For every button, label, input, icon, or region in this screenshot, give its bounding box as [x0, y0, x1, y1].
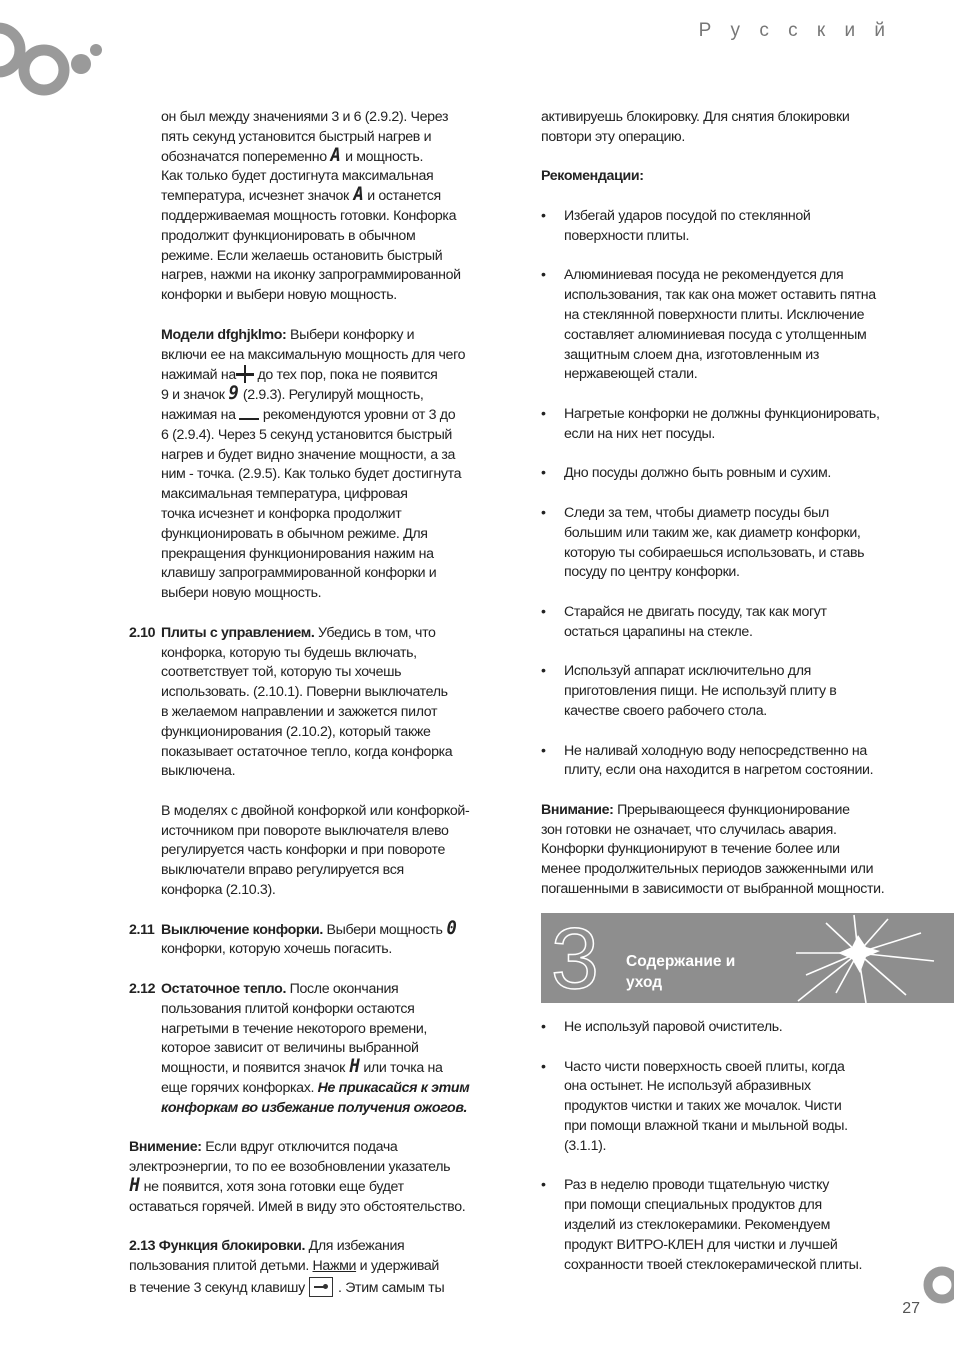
- symbol-nine-icon: 9: [228, 382, 239, 405]
- brand-logo-icon: [0, 20, 110, 110]
- list-item: • Используй аппарат исключительно для приготовления пищи. Не используй плиту в качестве своего рабочего стола.: [541, 663, 837, 719]
- list-item: • Дно посуды должно быть ровным и сухим.: [541, 465, 831, 482]
- section-2-11: 2.11 Выключение конфорки. Выбери мощность 0 конфорки, которую хочешь погасить.: [129, 916, 457, 958]
- care-list: [541, 1018, 941, 1275]
- left-column: [129, 108, 509, 1299]
- paragraph-models: Модели dfghjklmo: Выбери конфорку и включи ее на максимальную мощность для чего нажимай на до тех пор, пока не появится 9 и значок 9 (2.9.3). Регулируй мощность, нажимая на рекомендуются уровни от 3 до 6 (2.9.4). Через 5 секунд установится быстрый нагрев и будет видно значение мощности, а за ним - точка. (2.9.5). Как только будет достигнута максимальная температура, цифровая точка исчезнет и конфорка продолжит функционировать в обычном режиме. Для прекращения функционирования нажим на клавишу запрограммированной конфорки и выбери новую мощность.: [161, 326, 466, 602]
- recommendations-title: Рекомендации:: [541, 168, 644, 185]
- section-title: Содержание и уход: [626, 953, 736, 991]
- section-2-13: 2.13 Функция блокировки. Для избежания пользования плитой детьми. Нажми и удерживай в течение 3 секунд клавишу . Этим самым ты: [129, 1238, 445, 1297]
- lock-key-icon: [309, 1277, 333, 1297]
- page-number: 27: [902, 1300, 920, 1317]
- right-column: активируешь блокировку. Для снятия блокировки повтори эту операцию. Рекомендации: • Избегай ударов посудой по стеклянной поверхности плиты. • Алюминиевая посуда не рекомендуется для использования, так как она может оставить пятна на стеклянной поверхности плиты. Исключение составляет алюминиевая посуда с утолщенным защитным слоем дна, изготовленным из нержавеющей стали. • Нагретые конфорки не должны функционировать, если на них нет посуды. • Дно посуды должно быть ровным и сухим. • Следи за тем, чтобы диаметр посуды был большим или таким же, как диаметр конфорки, которую ты собираешься использовать, и ставь посуду по центру конфорки. • Старайся не двигать посуду, так как могут остаться царапины на стекле. • Используй аппарат исключительно для приготовления пищи. Не используй плиту в качестве своего рабочего стола. • Не наливай холодную воду непосредственно на плиту, если она находится в нагретом состоянии. Внимание: Прерывающееся функционирование зон готовки не означает, что случилась авария. Конфорки функционируют в течение более или менее продолжительных периодов зажженными или погашенными в зависимости от выбранной мощности.: [541, 108, 941, 900]
- list-item: • Нагретые конфорки не должны функционировать, если на них нет посуды.: [541, 405, 880, 442]
- list-item: • Алюминиевая посуда не рекомендуется для использования, так как она может оставить пятна на стеклянной поверхности плиты. Исключение составляет алюминиевая посуда с утолщенным защитным слоем дна, изготовленным из нержавеющей стали.: [541, 267, 876, 383]
- symbol-h-icon: H: [349, 1055, 360, 1078]
- sparkle-icon: [796, 913, 936, 1003]
- list-item: • Не используй паровой очиститель.: [541, 1019, 783, 1035]
- warning-intermittent: Внимание: Прерывающееся функционирование зон готовки не означает, что случилась авария. Конфорки функционируют в течение более или менее продолжительных периодов зажженными или погашенными в зависимости от выбранной мощности.: [541, 801, 885, 898]
- section-number: 3: [551, 911, 599, 1007]
- section-2-10: 2.10 Плиты с управлением. Убедись в том, что конфорка, которую ты будешь включать, соответствует той, которую ты хочешь использовать. (2.10.1). Поверни выключатель в желаемом направлении и зажжется пилот функционирования (2.10.2), который также показывает остаточное тепло, когда конфорка выключена. В моделях с двойной конфоркой или конфоркой- источником при повороте выключателя влево регулируется часть конфорки и при повороте выключатели вправо регулируется вся конфорка (2.10.3).: [129, 624, 470, 899]
- language-label: Р у с с к и й: [698, 20, 892, 41]
- symbol-a-icon: A: [330, 143, 341, 166]
- minus-key-icon: [239, 407, 259, 421]
- section-2-12: 2.12 Остаточное тепло. После окончания пользования плитой конфорки остаются нагретыми в течение некоторого времени, которое зависит от величины выбранной мощности, и появится значок H или точка на еще горячих конфорках. Не прикасайся к этим конфоркам во избежание получения ожогов.: [129, 981, 470, 1116]
- list-item: • Раз в неделю проводи тщательную чистку при помощи специальных продуктов для изделий из стеклокерамики. Рекомендуем продукт ВИТРО-КЛЕН для чистки и лучшей сохранности твоей стеклокерамической плиты.: [541, 1177, 863, 1273]
- section-3-banner: [541, 911, 954, 1007]
- paragraph-quick-heat: он был между значениями 3 и 6 (2.9.2). Через пять секунд установится быстрый нагрев и обозначатся попеременно A и мощность. Как только будет достигнута максимальная температура, исчезнет значок A и останется поддерживаемая мощность готовки. Конфорка продолжит функционировать в обычном режиме. Если желаешь остановить быстрый нагрев, нажми на иконку запрограммированной конфорки и выбери новую мощность.: [161, 109, 461, 304]
- plus-key-icon: [236, 365, 254, 383]
- list-item: • Избегай ударов посудой по стеклянной поверхности плиты.: [541, 207, 811, 244]
- list-item: • Следи за тем, чтобы диаметр посуды был большим или таким же, как диаметр конфорки, которую ты собираешься использовать, и ставь посуду по центру конфорки.: [541, 504, 865, 581]
- list-item: • Часто чисти поверхность своей плиты, когда она остынет. Не используй абразивных продуктов чистки и таких же мочалок. Чисти при помощи влажной ткани и мыльной воды. (3.1.1).: [541, 1058, 848, 1154]
- warning-power-loss: Внимение: Если вдруг отключится подача электроэнергии, то по ее возобновлении указатель H не появится, хотя зона готовки еще будет оставаться горячей. Имей в виду это обстоятельство.: [129, 1139, 466, 1215]
- symbol-zero-icon: 0: [446, 916, 457, 939]
- list-item: • Не наливай холодную воду непосредственно на плиту, если она находится в нагретом состоянии.: [541, 742, 874, 779]
- list-item: • Старайся не двигать посуду, так как могут остаться царапины на стекле.: [541, 603, 827, 640]
- symbol-h-icon: H: [129, 1174, 140, 1197]
- recommendations-list: [541, 207, 941, 781]
- symbol-a-icon: A: [353, 183, 364, 206]
